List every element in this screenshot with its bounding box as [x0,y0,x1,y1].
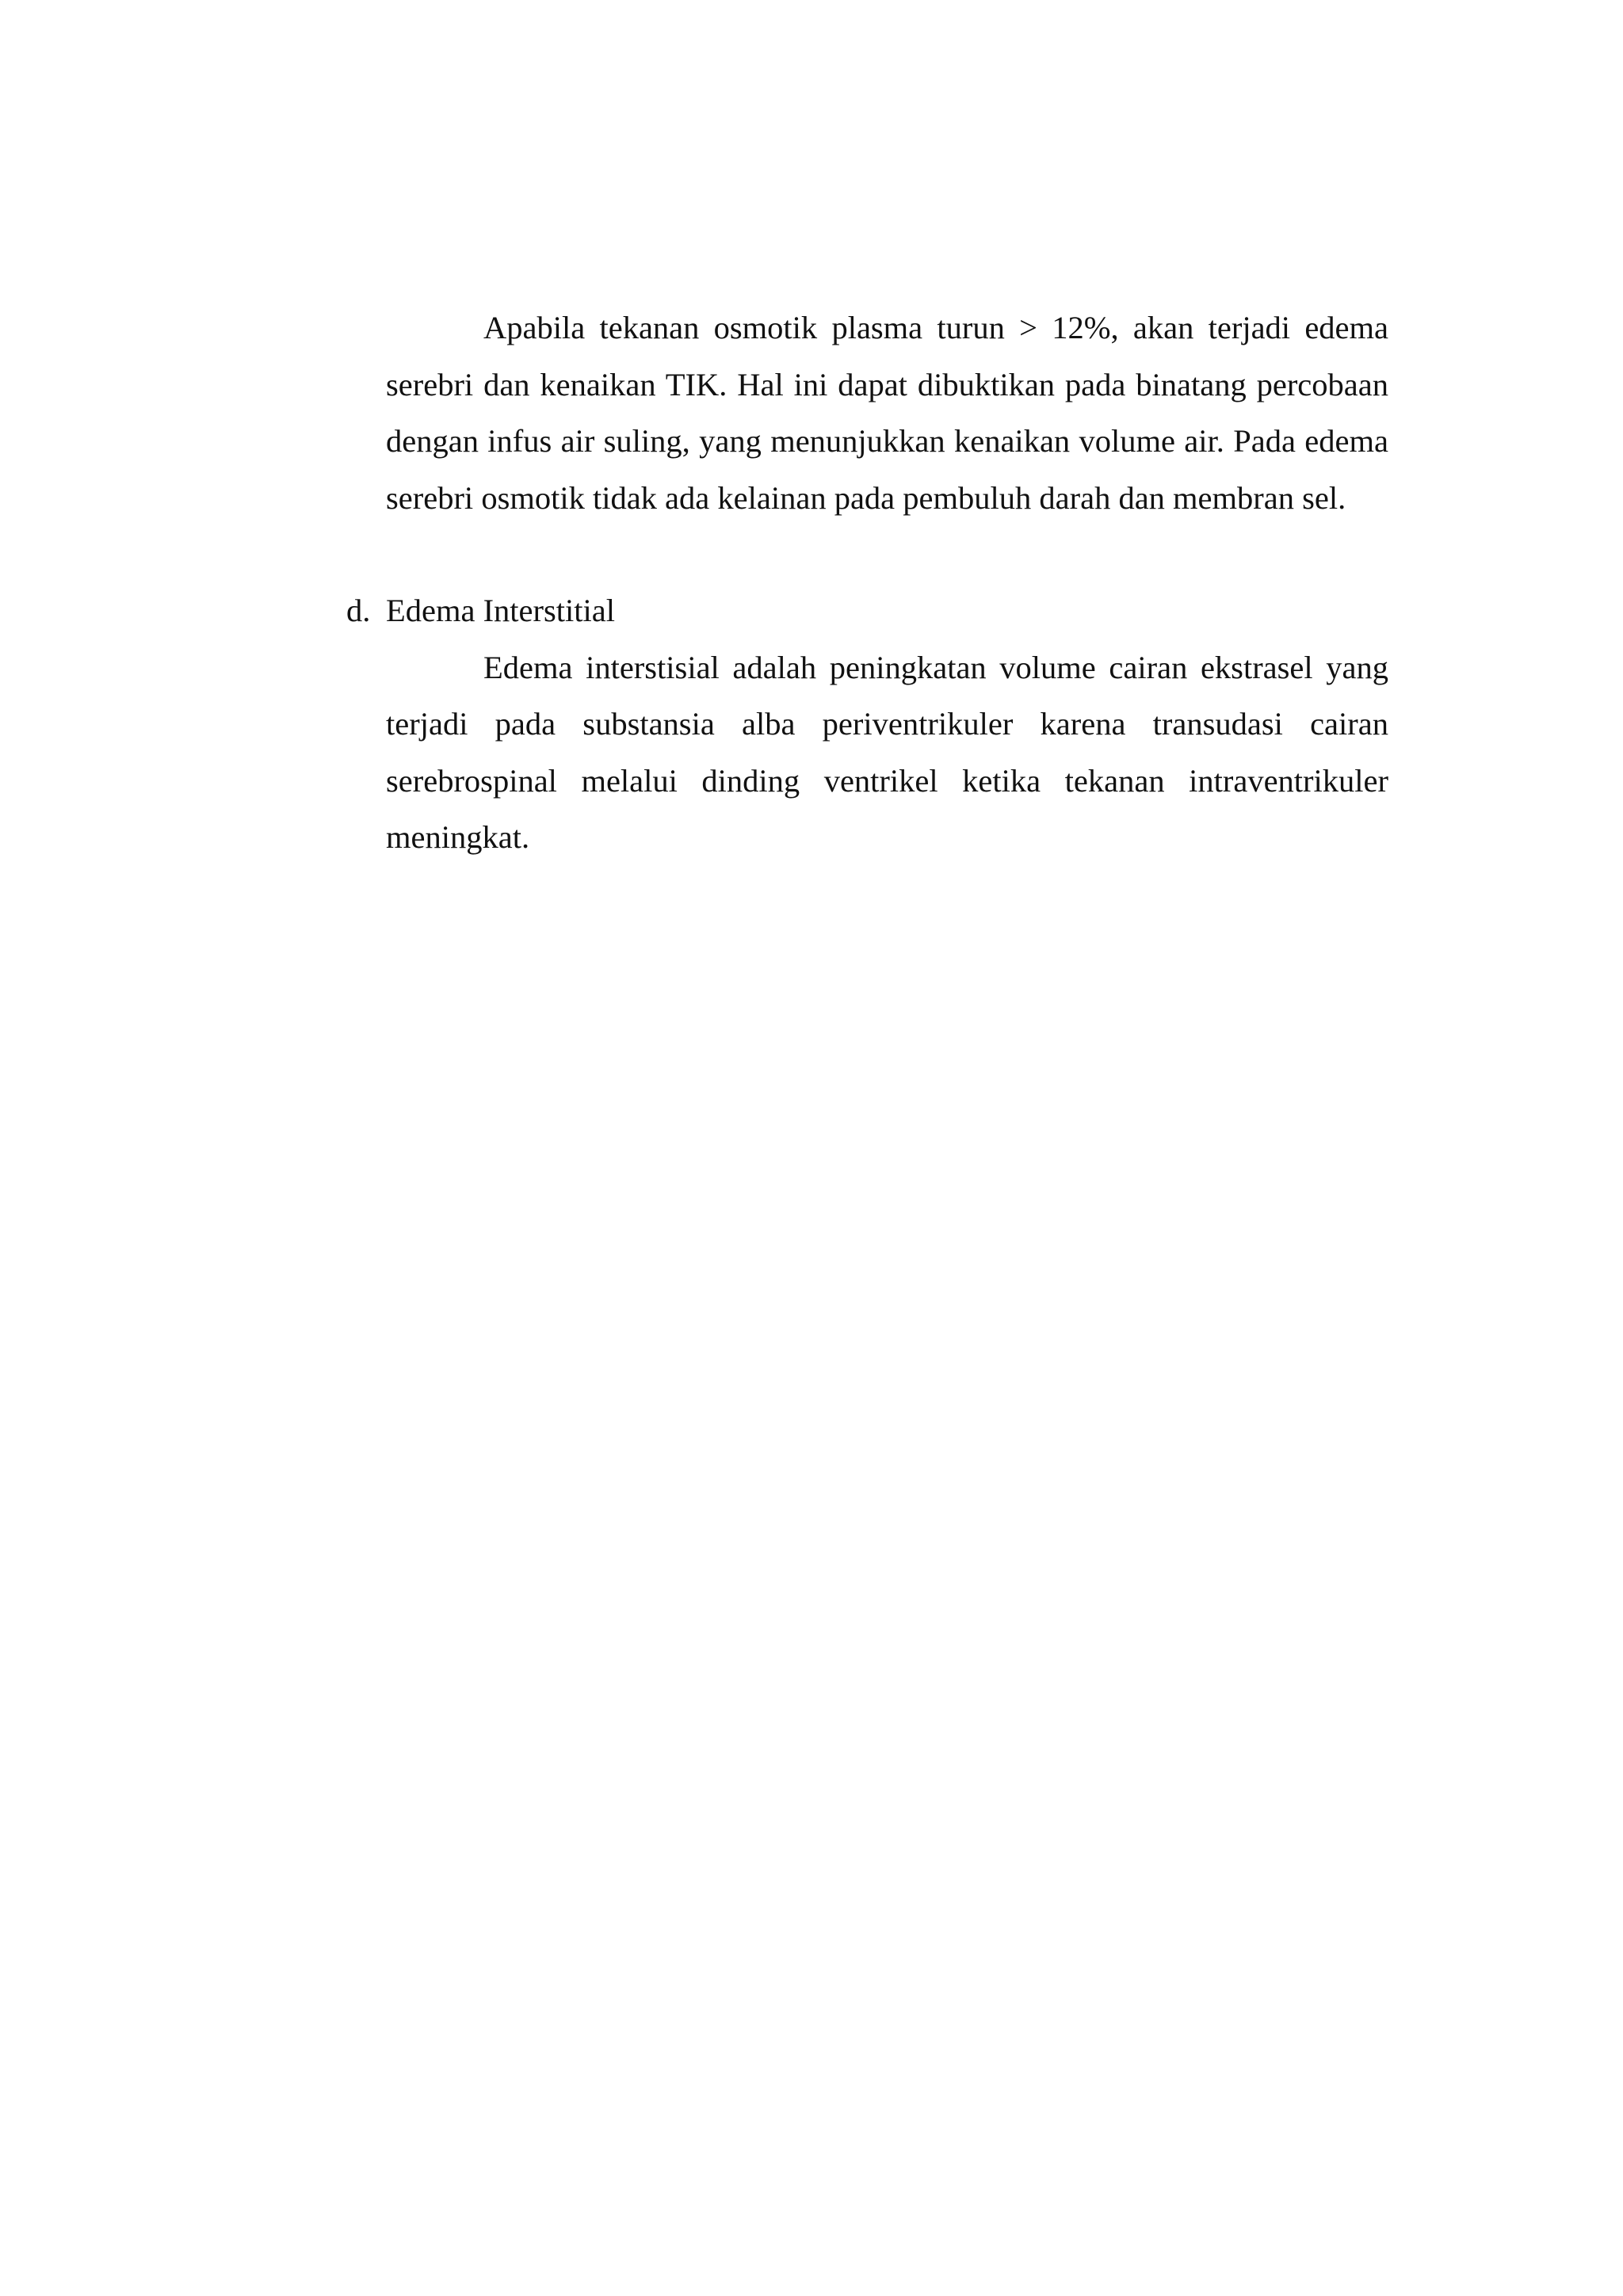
section-title: Edema Interstitial [386,593,616,628]
paragraph-osmotic-edema: Apabila tekanan osmotik plasma turun > 12%, akan terjadi edema serebri dan kenaikan TIK. Hal ini dapat dibuktikan pada binatang percobaan dengan infus air suling, yang menunjukkan kenaikan volume air. Pada edema serebri osmotik tidak ada kelainan pada pembuluh darah dan membran sel. [386,310,1388,516]
section-heading-d [346,582,1388,639]
page-content [346,299,1388,866]
list-marker: d. [346,593,371,628]
paragraph-interstitial-edema: Edema interstisial adalah peningkatan volume cairan ekstrasel yang terjadi pada substansia alba periventrikuler karena transudasi cairan serebrospinal melalui dinding ventrikel ketika tekanan intraventrikuler meningkat. [386,649,1388,855]
